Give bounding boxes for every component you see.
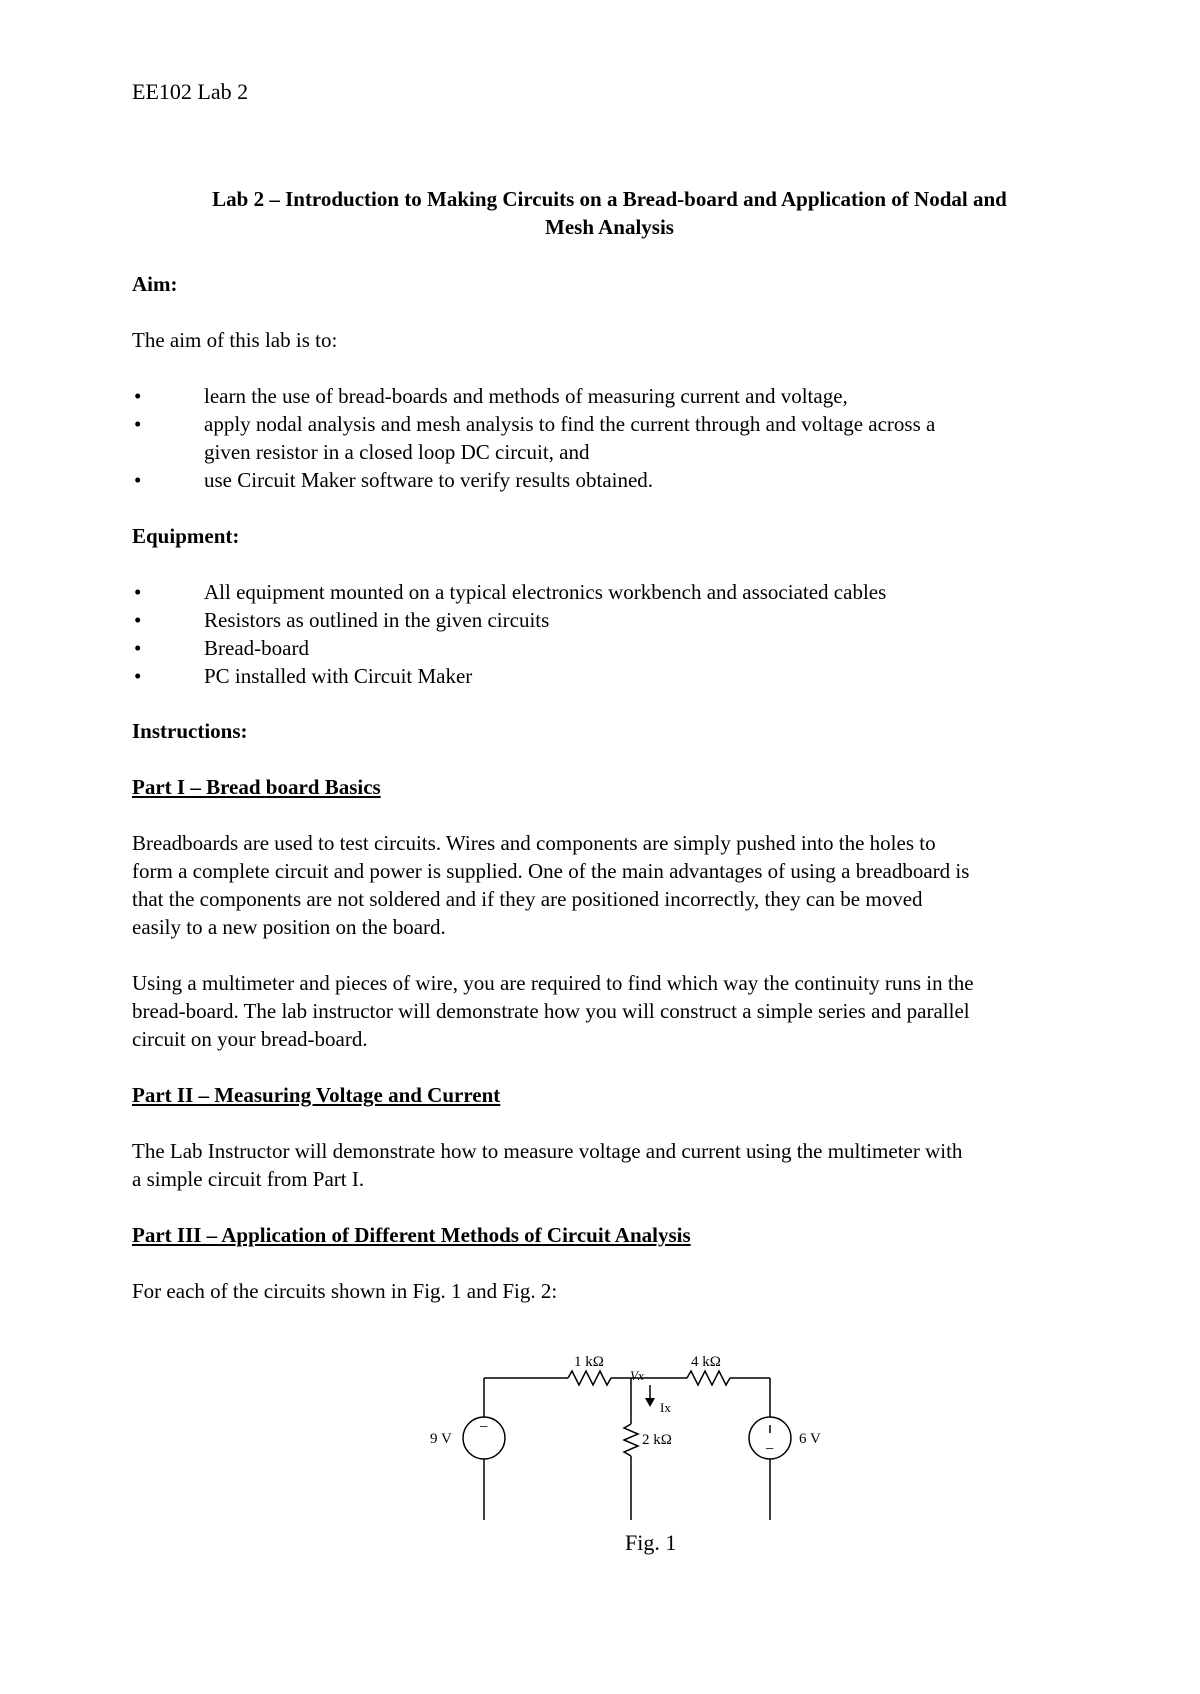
aim-intro: The aim of this lab is to: (132, 328, 338, 352)
figure-caption: Fig. 1 (625, 1530, 677, 1555)
bullet-icon: • (134, 608, 142, 632)
bullet-icon: • (134, 664, 142, 688)
part2-paragraph: The Lab Instructor will demonstrate how to measure voltage and current using the multimeter with a simple circuit from Part I. (132, 1139, 963, 1191)
minus-sign-9v: − (479, 1419, 489, 1436)
equipment-heading: Equipment: (132, 524, 240, 548)
label-r2: 4 kΩ (691, 1354, 721, 1370)
label-source-right: 6 V (799, 1431, 821, 1447)
bullet-icon: • (134, 580, 142, 604)
part1-heading: Part I – Bread board Basics (132, 775, 381, 799)
aim-item-continuation: given resistor in a closed loop DC circuit, and (204, 440, 590, 464)
part2-heading: Part II – Measuring Voltage and Current (132, 1083, 501, 1107)
aim-item: • apply nodal analysis and mesh analysis to find the current through and voltage across a (134, 412, 936, 436)
instructions-heading: Instructions: (132, 719, 248, 743)
label-r1: 1 kΩ (574, 1354, 604, 1370)
title-line-1: Lab 2 – Introduction to Making Circuits on a Bread-board and Application of Nodal and (212, 187, 1007, 211)
resistor-2k (624, 1424, 638, 1456)
minus-sign-6v: − (765, 1441, 775, 1458)
aim-item: • learn the use of bread-boards and methods of measuring current and voltage, (134, 384, 848, 408)
equipment-list (132, 578, 886, 690)
aim-heading: Aim: (132, 272, 178, 296)
equipment-item: • All equipment mounted on a typical electronics workbench and associated cables (134, 580, 887, 604)
aim-list (132, 382, 935, 494)
part3-heading: Part III – Application of Different Methods of Circuit Analysis (132, 1223, 691, 1247)
label-current-ix: Ix (660, 1400, 671, 1415)
part1-paragraph-1: Breadboards are used to test circuits. Wires and components are simply pushed into the holes to form a complete circuit and power is supplied. One of the main advantages of using a breadboard is that the components are not soldered and if they are positioned incorrectly, they can be moved easily to a new position on the board. (132, 831, 970, 939)
circuit-diagram-fig1 (400, 1330, 860, 1530)
page-header: EE102 Lab 2 (132, 79, 249, 104)
label-source-left: 9 V (430, 1431, 452, 1447)
equipment-item: • Bread-board (134, 636, 309, 660)
bullet-icon: • (134, 412, 142, 436)
arrow-down-icon (645, 1398, 655, 1407)
aim-item: • use Circuit Maker software to verify results obtained. (134, 468, 654, 492)
bullet-icon: • (134, 384, 142, 408)
resistor-4k (687, 1371, 730, 1385)
bullet-icon: • (134, 636, 142, 660)
part1-paragraph-2: Using a multimeter and pieces of wire, you are required to find which way the continuity runs in the bread-board. The lab instructor will demonstrate how you will construct a simple series and parallel circuit on your bread-board. (132, 971, 974, 1051)
document-title (132, 185, 1087, 241)
bullet-icon: • (134, 468, 142, 492)
title-line-2: Mesh Analysis (545, 215, 674, 239)
resistor-1k (568, 1371, 611, 1385)
label-node-vx: Vx (630, 1368, 644, 1383)
equipment-item: • PC installed with Circuit Maker (134, 664, 473, 688)
label-r3: 2 kΩ (642, 1432, 672, 1448)
part3-intro: For each of the circuits shown in Fig. 1 and Fig. 2: (132, 1279, 558, 1303)
equipment-item: • Resistors as outlined in the given circuits (134, 608, 550, 632)
